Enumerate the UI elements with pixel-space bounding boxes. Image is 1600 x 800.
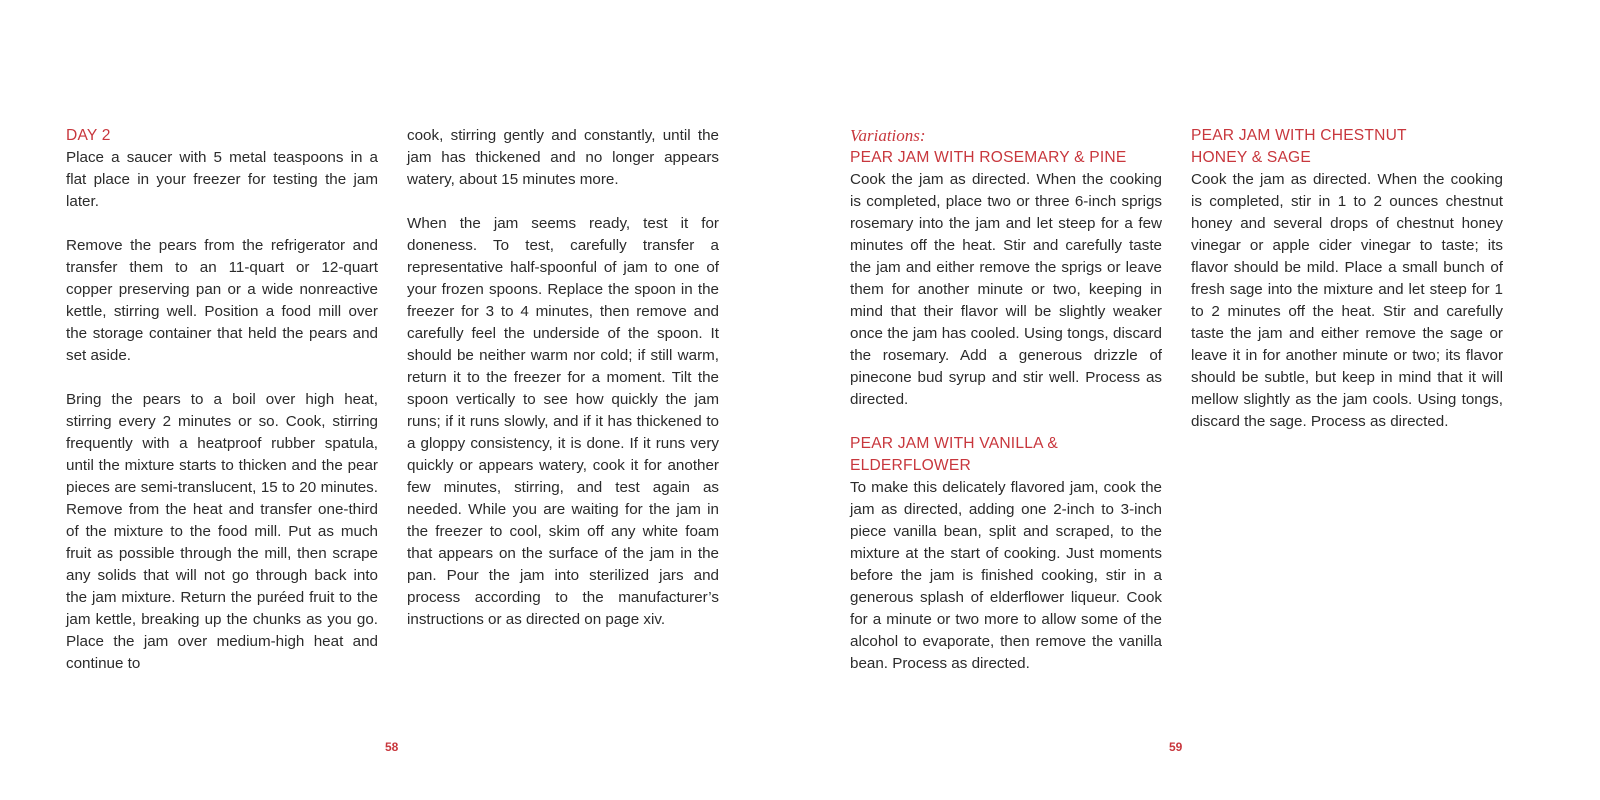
page-number-right: 59 — [1169, 740, 1183, 754]
variations-label: Variations: — [850, 126, 926, 145]
paragraph-rosemary-pine: Cook the jam as directed. When the cooking is completed, place two or three 6-inch sprigs rosemary into the jam and let steep for a few minutes off the heat. Stir and carefully taste the jam and either remove the sprigs or leave them for another minute or two, keeping in mind that their flavor will be slightly weaker once the jam has cooled. Using tongs, discard the rosemary. Add a generous drizzle of pinecone bud syrup and stir well. Process as directed. — [850, 171, 1162, 408]
rosemary-pine-heading: PEAR JAM WITH ROSEMARY & PINE — [850, 149, 1127, 166]
page-number-left: 58 — [385, 740, 399, 754]
right-page-column-2 — [1191, 125, 1503, 433]
chestnut-sage-heading-line-1: PEAR JAM WITH CHESTNUT — [1191, 127, 1407, 144]
day-2-heading: DAY 2 — [66, 127, 111, 144]
left-page-column-2 — [407, 125, 719, 631]
paragraph-vanilla-elderflower: To make this delicately flavored jam, cook the jam as directed, adding one 2-inch to 3-inch piece vanilla bean, split and scraped, to the mixture at the start of cooking. Just moments before the jam is finished cooking, stir in a generous splash of elderflower liqueur. Cook for a minute or two more to allow some of the alcohol to evaporate, then remove the vanilla bean. Process as directed. — [850, 479, 1162, 672]
paragraph-cook-stirring: cook, stirring gently and constantly, until the jam has thickened and no longer appears watery, about 15 minutes more. — [407, 127, 719, 188]
vanilla-elderflower-heading-line-1: PEAR JAM WITH VANILLA & — [850, 435, 1058, 452]
paragraph-remove-pears: Remove the pears from the refrigerator and transfer them to an 11-quart or 12-quart copper preserving pan or a wide nonreactive kettle, stirring well. Position a food mill over the storage container that held the pears and set aside. — [66, 237, 378, 364]
paragraph-chestnut-sage: Cook the jam as directed. When the cooking is completed, stir in 1 to 2 ounces chestnut honey and several drops of chestnut honey vinegar or apple cider vinegar to taste; its flavor should be mild. Place a small bunch of fresh sage into the mixture and let steep for 1 to 2 minutes off the heat. Stir and carefully taste the jam and either remove the sage or leave it in for another minute or two; its flavor should be subtle, but keep in mind that it will mellow slightly as the jam cools. Using tongs, discard the sage. Process as directed. — [1191, 171, 1503, 430]
paragraph-doneness-test: When the jam seems ready, test it for doneness. To test, carefully transfer a representative half-spoonful of jam to one of your frozen spoons. Replace the spoon in the freezer for 3 to 4 minutes, then remove and carefully feel the underside of the spoon. It should be neither warm nor cold; if still warm, return it to the freezer for a moment. Tilt the spoon vertically to see how quickly the jam runs; if it runs slowly, and if it has thickened to a gloppy consistency, it is done. If it runs very quickly or appears watery, cook it for another few minutes, stirring, and test again as needed. While you are waiting for the jam in the freezer to cool, skim off any white foam that appears on the surface of the jam in the pan. Pour the jam into sterilized jars and process according to the manufacturer’s instructions or as directed on page xiv. — [407, 215, 719, 628]
chestnut-sage-heading-line-2: HONEY & SAGE — [1191, 149, 1311, 166]
left-page-column-1 — [66, 125, 378, 675]
paragraph-boil-pears: Bring the pears to a boil over high heat, stirring every 2 minutes or so. Cook, stirring frequently with a heatproof rubber spatula, until the mixture starts to thicken and the pear pieces are semi-translucent, 15 to 20 minutes. Remove from the heat and transfer one-third of the mixture to the food mill. Put as much fruit as possible through the mill, then scrape any solids that will not go through back into the jam mixture. Return the puréed fruit to the jam kettle, breaking up the chunks as you go. Place the jam over medium-high heat and continue to — [66, 391, 378, 672]
vanilla-elderflower-heading-line-2: ELDERFLOWER — [850, 457, 971, 474]
right-page-column-1 — [850, 125, 1162, 675]
paragraph-saucer: Place a saucer with 5 metal teaspoons in a flat place in your freezer for testing the jam later. — [66, 149, 378, 210]
